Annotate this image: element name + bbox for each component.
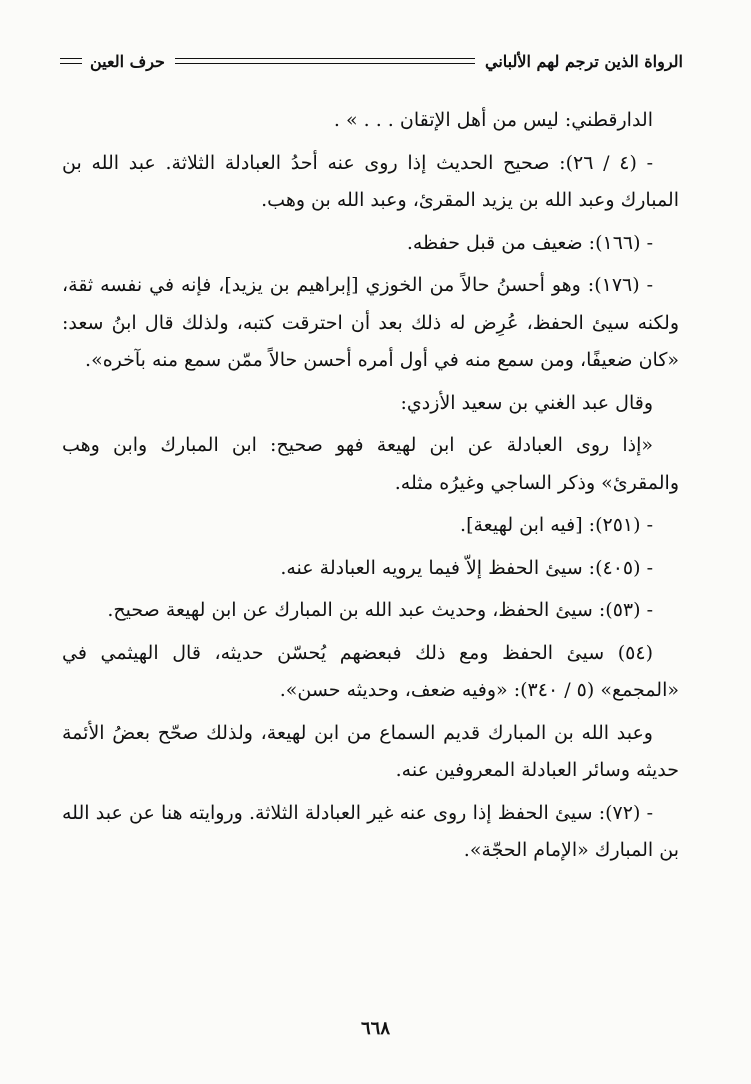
paragraph: «إذا روى العبادلة عن ابن لهيعة فهو صحيح: ابن المبارك وابن وهب والمقرئ» وذكر الساجي وغيرُه مثله. — [62, 434, 679, 494]
paragraph: - (٧٢): سيئ الحفظ إذا روى عنه غير العبادلة الثلاثة. وروايته هنا عن عبد الله بن المبارك «الإمام الحجّة». — [62, 801, 679, 861]
book-title: الرواة الذين ترجم لهم الألباني — [485, 51, 683, 71]
paragraph: (٥٤) سيئ الحفظ ومع ذلك فبعضهم يُحسّن حديثه، قال الهيثمي في «المجمع» (٥ / ٣٤٠): «وفيه ضعف، وحديثه حسن». — [62, 641, 679, 701]
paragraph: - (٤ / ٢٦): صحيح الحديث إذا روى عنه أحدُ العبادلة الثلاثة. عبد الله بن المبارك وعبد الله بن يزيد المقرئ، وعبد الله بن وهب. — [62, 151, 679, 211]
paragraph: - (١٧٦): وهو أحسنُ حالاً من الخوزي [إبراهيم بن يزيد]، فإنه في نفسه ثقة، ولكنه سيئ الحفظ، عُرِض له ذلك بعد أن احترقت كتبه، ولذلك قال ابنُ سعد: «كان ضعيفًا، ومن سمع منه في أول أمره أحسن حالاً ممّن سمع منه بآخره». — [62, 274, 679, 371]
section-title: حرف العين — [90, 51, 165, 71]
paragraph: - (٢٥١): [فيه ابن لهيعة]. — [460, 514, 653, 536]
paragraph: - (١٦٦): ضعيف من قبل حفظه. — [406, 231, 653, 254]
paragraph: وقال عبد الغني بن سعيد الأزدي: — [400, 391, 653, 414]
page-body — [62, 102, 679, 875]
header-rule — [175, 58, 475, 64]
paragraph: الدارقطني: ليس من أهل الإتقان . . . » . — [333, 109, 653, 131]
paragraph: وعبد الله بن المبارك قديم السماع من ابن لهيعة، ولذلك صحّح بعضُ الأئمة حديثه وسائر العبادلة المعروفين عنه. — [62, 721, 679, 781]
running-header — [60, 46, 683, 76]
page-number: ٦٦٨ — [360, 1018, 390, 1039]
header-dash — [60, 58, 82, 64]
paragraph: - (٥٣): سيئ الحفظ، وحديث عبد الله بن المبارك عن ابن لهيعة صحيح. — [107, 599, 653, 621]
paragraph: - (٤٠٥): سيئ الحفظ إلاّ فيما يرويه العبادلة عنه. — [280, 556, 653, 579]
